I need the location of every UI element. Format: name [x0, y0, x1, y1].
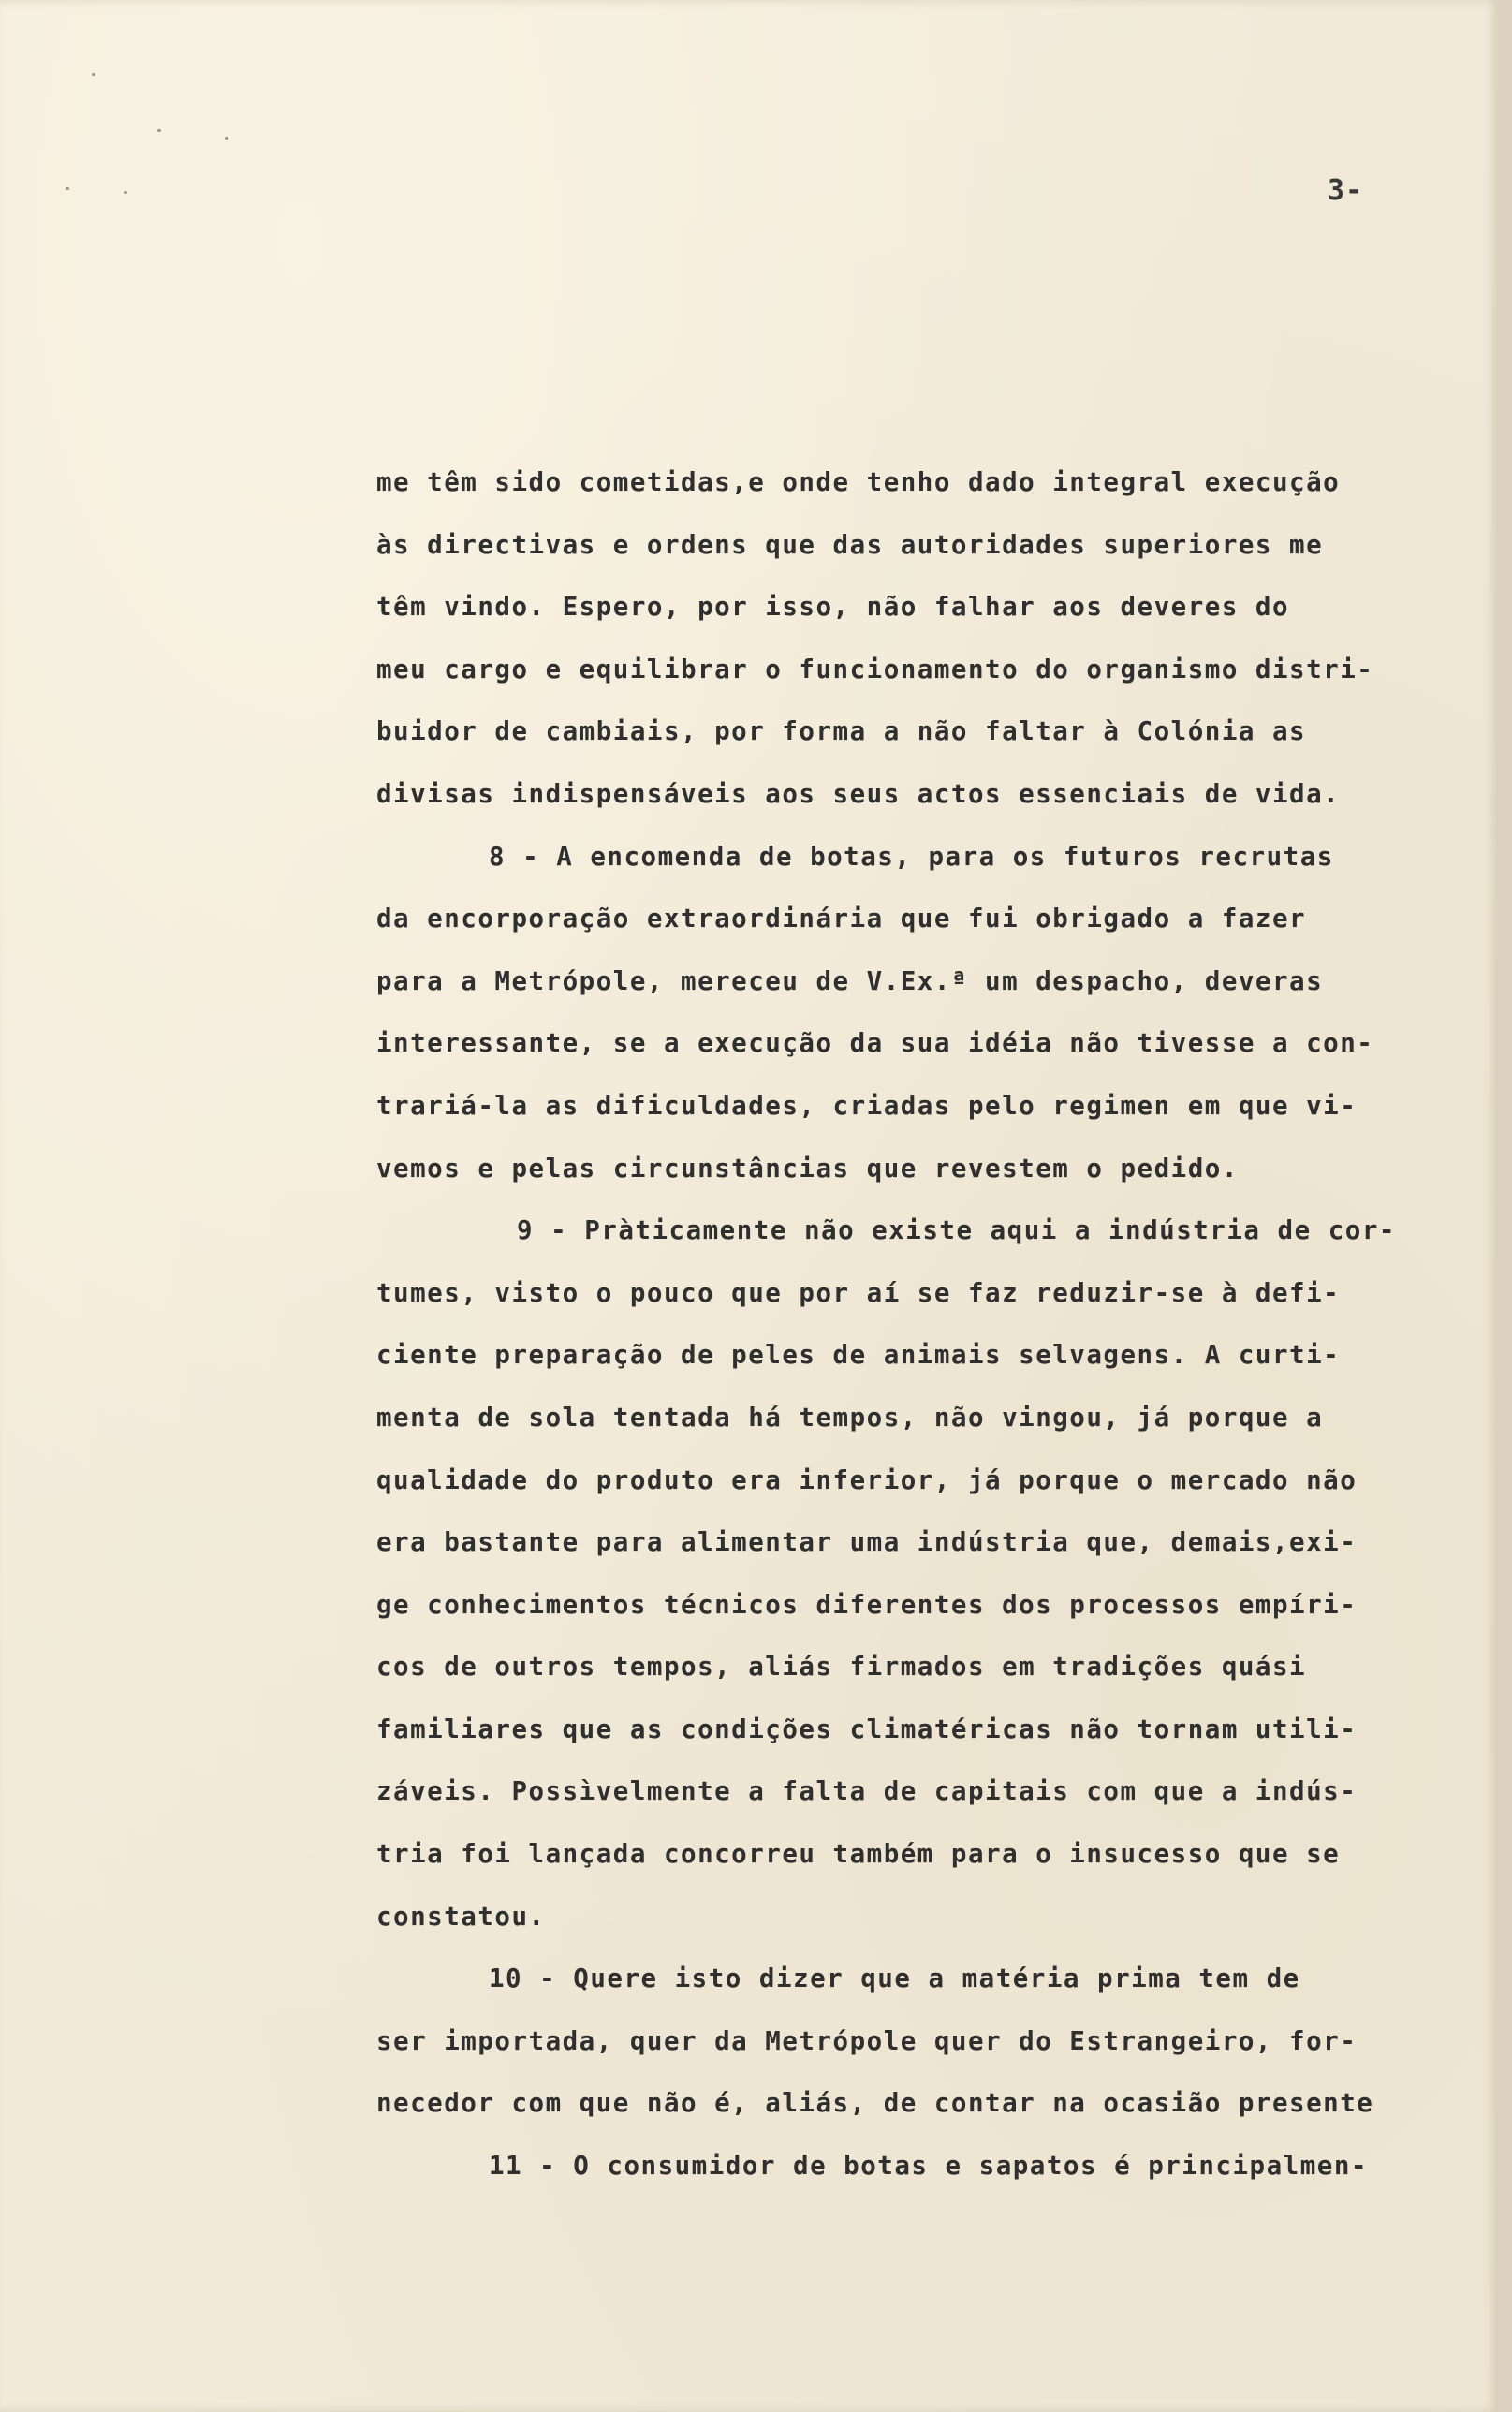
paper-speck: [92, 73, 95, 76]
text-line: buidor de cambiais, por forma a não faltar à Colónia as: [376, 716, 1307, 747]
text-line: interessante, se a execução da sua idéia não tivesse a con-: [376, 1028, 1374, 1059]
text-line: ser importada, quer da Metrópole quer do Estrangeiro, for-: [376, 2025, 1358, 2056]
text-line: tumes, visto o pouco que por aí se faz reduzir-se à defi-: [376, 1277, 1341, 1308]
paper-speck: [124, 191, 127, 194]
text-line: me têm sido cometidas,e onde tenho dado integral execução: [376, 467, 1341, 497]
text-line: ciente preparação de peles de animais selvagens. A curti-: [376, 1340, 1341, 1371]
text-line: tria foi lançada concorreu também para o insucesso que se: [376, 1839, 1341, 1870]
text-line: da encorporação extraordinária que fui obrigado a fazer: [376, 904, 1307, 934]
text-line: têm vindo. Espero, por isso, não falhar aos deveres do: [376, 592, 1290, 623]
page-edge: [1498, 0, 1512, 2412]
text-line: necedor com que não é, aliás, de contar na ocasião presente: [376, 2088, 1374, 2119]
text-line: menta de sola tentada há tempos, não vingou, já porque a: [376, 1402, 1324, 1433]
text-line: vemos e pelas circunstâncias que revestem o pedido.: [376, 1153, 1239, 1184]
paragraph-11-first-line: 11 - O consumidor de botas e sapatos é principalmen-: [489, 2151, 1368, 2182]
text-line: constatou.: [376, 1901, 546, 1932]
text-line: trariá-la as dificuldades, criadas pelo regimen em que vi-: [376, 1090, 1358, 1121]
page-number: 3-: [1328, 174, 1364, 207]
paragraph-9-first-line: 9 - Pràticamente não existe aqui a indústria de cor-: [517, 1215, 1396, 1246]
paper-speck: [157, 129, 161, 132]
paragraph-8-first-line: 8 - A encomenda de botas, para os futuros recrutas: [489, 841, 1334, 872]
paper-speck: [66, 187, 69, 190]
text-line: era bastante para alimentar uma indústria que, demais,exi-: [376, 1527, 1358, 1558]
typed-body-text: [376, 451, 1481, 2198]
paper-speck: [225, 137, 228, 140]
paragraph-10-first-line: 10 - Quere isto dizer que a matéria prima tem de: [489, 1963, 1300, 1994]
text-line: qualidade do produto era inferior, já porque o mercado não: [376, 1464, 1358, 1495]
text-line: záveis. Possìvelmente a falta de capitais com que a indús-: [376, 1776, 1358, 1807]
text-line: para a Metrópole, mereceu de V.Ex.ª um despacho, deveras: [376, 965, 1324, 996]
text-line: ge conhecimentos técnicos diferentes dos processos empíri-: [376, 1589, 1358, 1620]
text-line: familiares que as condições climatéricas não tornam utili-: [376, 1713, 1358, 1744]
text-line: às directivas e ordens que das autoridades superiores me: [376, 529, 1324, 560]
text-line: meu cargo e equilibrar o funcionamento do organismo distri-: [376, 654, 1374, 684]
text-line: divisas indispensáveis aos seus actos essenciais de vida.: [376, 778, 1341, 809]
text-line: cos de outros tempos, aliás firmados em tradições quási: [376, 1652, 1307, 1683]
